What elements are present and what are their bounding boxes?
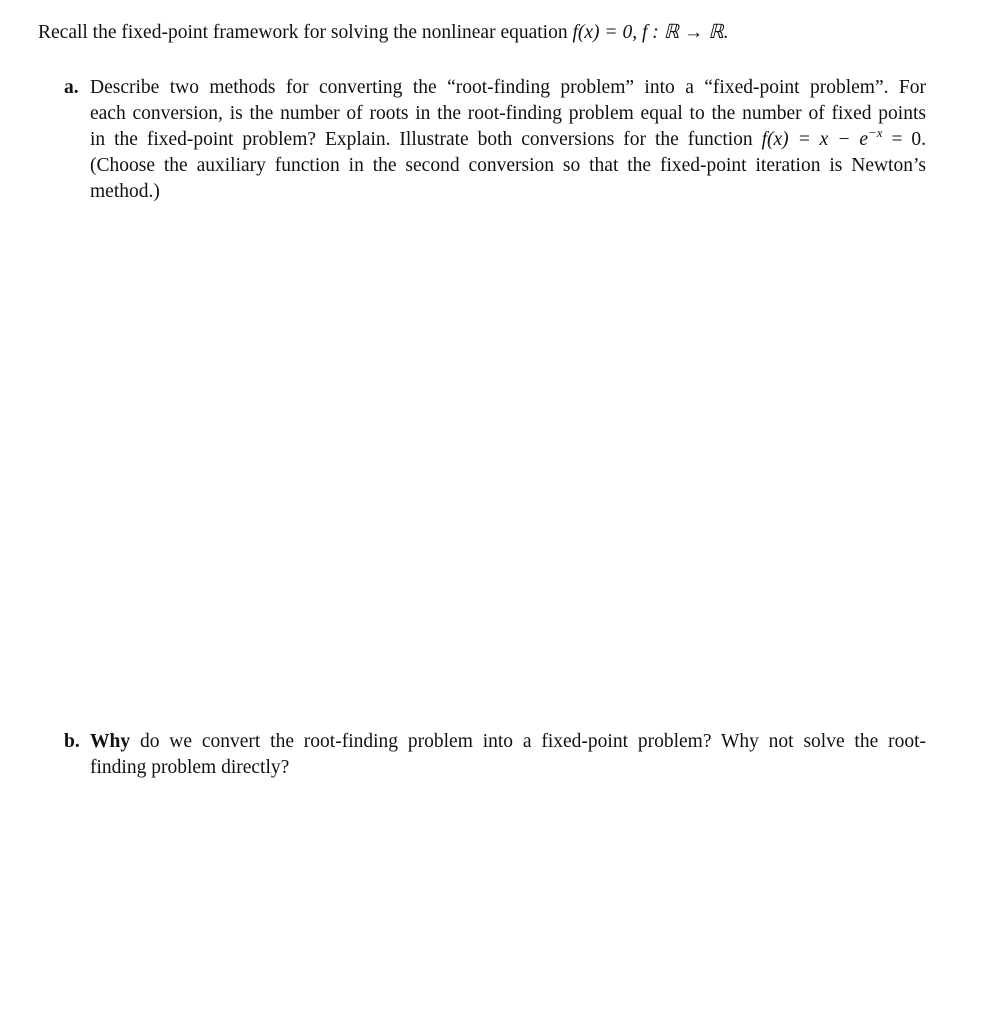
question-a-label: a. — [64, 77, 79, 98]
question-a-function-end: = 0. — [882, 129, 926, 150]
intro-equation: f(x) = 0, f : ℝ → ℝ. — [572, 22, 729, 43]
question-a — [64, 75, 926, 205]
question-a-line-5: method.) — [90, 181, 160, 202]
answer-space-b[interactable] — [64, 790, 926, 1010]
question-a-line-3-text: in the fixed-point problem? Explain. Illustrate both conversions for the function — [90, 129, 762, 150]
question-a-line-1: Describe two methods for converting the “root-finding problem” into a “fixed-point problem”. For — [90, 77, 926, 98]
question-a-line-2: each conversion, is the number of roots in the root-finding problem equal to the number of fixed points — [90, 103, 926, 124]
intro-text: Recall the fixed-point framework for solving the nonlinear equation — [38, 22, 573, 43]
question-b-line-1 — [64, 729, 926, 755]
question-b-label: b. — [64, 731, 80, 752]
question-a-function: f(x) = x − e — [761, 129, 868, 150]
question-a-line-3 — [64, 127, 926, 153]
answer-space-a[interactable] — [64, 210, 926, 720]
intro-paragraph — [38, 20, 938, 46]
question-b-line-1-text: do we convert the root-finding problem into a fixed-point problem? Why not solve the root- — [130, 731, 926, 752]
question-a-function-exponent: −x — [867, 125, 883, 140]
question-b-bold-word: Why — [90, 731, 131, 752]
question-a-line-4: (Choose the auxiliary function in the second conversion so that the fixed-point iteration is Newton’s — [90, 155, 926, 176]
question-b — [64, 729, 926, 781]
question-b-line-2: finding problem directly? — [90, 757, 290, 778]
